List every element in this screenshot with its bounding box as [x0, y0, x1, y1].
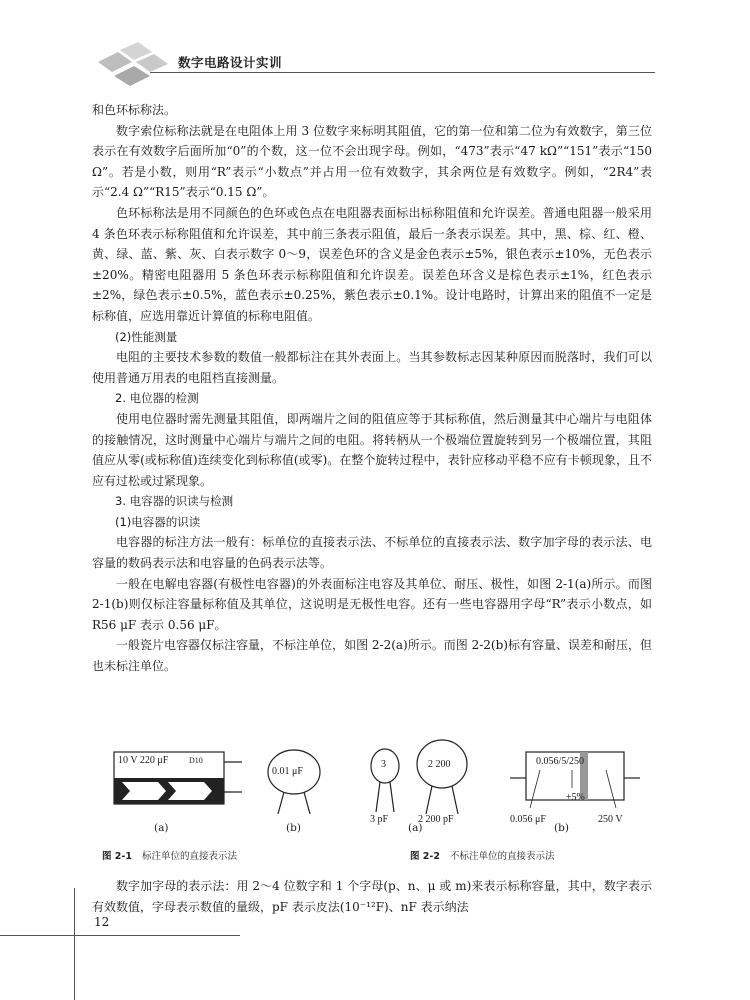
paragraph: 色环标称法是用不同颜色的色环或色点在电阻器表面标出标称阻值和允许误差。普通电阻器一般采用 4 条色环表示标称阻值和允许误差，其中前三条表示阻值，最后一条表示误差。其中，黑、棕、红、橙、黄、绿、蓝、紫、灰、白表示数字 0～9，误差色环的含义是金色表示±5%，银色表示±10%，无色表示±20%。精密电阻器用 5 条色环表示标称阻值和允许误差。误差色环含义是棕色表示±1%，红色表示±2%，绿色表示±0.5%，蓝色表示±0.25%，紫色表示±0.1%。设计电路时，计算出来的阻值不一定是标称值，应选用靠近计算值的标称电阻值。: [92, 205, 652, 323]
paragraph: 数字索位标称法就是在电阻体上用 3 位数字来标明其阻值，它的第一位和第二位为有效数字，第三位表示在有效数字后面所加“0”的个数，这一位不会出现字母。例如，“473”表示“47 kΩ”“151”表示“150 Ω”。若是小数，则用“R”表示“小数点”并占用一位有效数字，其余两位是有效数字。例如，“2R4”表示“2.4 Ω”“R15”表示“0.15 Ω”。: [92, 123, 652, 200]
film-tolerance: ±5%: [566, 792, 585, 803]
fig1-sub-a: (a): [154, 822, 169, 834]
page-header: [0, 0, 750, 100]
fig1-sub-b: (b): [286, 822, 301, 834]
subheading: 2. 电位器的检测: [115, 391, 199, 406]
film-voltage: 250 V: [598, 814, 623, 825]
nonpolar-label: 0.01 μF: [272, 766, 303, 777]
page-number: 12: [94, 915, 110, 929]
subheading: 3. 电容器的识读与检测: [115, 494, 234, 509]
running-header-title: 数字电路设计实训: [178, 55, 283, 70]
figure-caption-2-2: 图 2-2 不标注单位的直接表示法: [410, 851, 555, 862]
film-value: 0.056 μF: [510, 814, 546, 825]
footer-horizontal-rule: [0, 935, 240, 936]
big-cap-mark: 2 200: [428, 759, 451, 770]
paragraph: 使用电位器时需先测量其阻值，即两端片之间的阻值应等于其标称值，然后测量其中心端片与电阻体的接触情况，这时测量中心端片与端片之间的电阻。将转柄从一个极端位置旋转到另一个极端位置，其阻值应从零(或标称值)连续变化到标称值(或零)。在整个旋转过程中，表针应移动平稳不应有卡顿现象，且不应有过松或过紧现象。: [92, 411, 652, 488]
paragraph: 电阻的主要技术参数的数值一般都标注在其外表面上。当其参数标志因某种原因而脱落时，我们可以使用普通万用表的电阻档直接测量。: [92, 350, 652, 385]
squares-logo-icon: [92, 40, 172, 102]
paragraph: 和色环标称法。: [92, 103, 177, 117]
film-mark: 0.056/5/250: [536, 756, 585, 767]
header-rule: [150, 72, 655, 73]
figures-area: [92, 710, 652, 870]
subheading: (2)性能测量: [115, 329, 178, 344]
bottom-text: [92, 876, 652, 917]
fig2-sub-b: (b): [554, 822, 569, 834]
small-cap-value: 3 pF: [370, 814, 389, 825]
small-ceramic-capacitor-icon: [368, 746, 402, 812]
subheading: (1)电容器的识读: [115, 514, 201, 529]
paragraph: 一般在电解电容器(有极性电容器)的外表面标注电容及其单位、耐压、极性，如图 2-1(a)所示。而图 2-1(b)则仅标注容量标称值及其单位，这说明是无极性电容。还有一些电容器用字母“R”表示小数点，如 R56 μF 表示 0.56 μF。: [92, 576, 652, 632]
figure-caption-2-1: 图 2-1 标注单位的直接表示法: [102, 851, 237, 862]
fig2-sub-a: (a): [408, 822, 423, 834]
small-cap-mark: 3: [381, 759, 386, 770]
footer-vertical-rule: [74, 888, 75, 1000]
electrolytic-label: 10 V 220 μF: [118, 755, 169, 766]
main-text: [92, 100, 652, 677]
paragraph: 电容器的标注方法一般有：标单位的直接表示法、不标单位的直接表示法、数字加字母的表示法、电容量的数码表示法和电容量的色码表示法等。: [92, 535, 652, 571]
film-capacitor-icon: [510, 744, 640, 816]
electrolytic-code: D10: [189, 756, 203, 765]
paragraph: 一般瓷片电容器仅标注容量，不标注单位，如图 2-2(a)所示。而图 2-2(b)标有容量、误差和耐压，但也未标注单位。: [92, 638, 652, 674]
ceramic-capacitor-icon: [264, 746, 324, 814]
paragraph: 数字加字母的表示法：用 2～4 位数字和 1 个字母(p、n、μ 或 m)来表示标称容量，其中，数字表示有效数值，字母表示数值的量级，pF 表示皮法(10⁻¹²F)、nF 表示纳法: [92, 879, 652, 914]
big-cap-value: 2 200 pF: [418, 814, 454, 825]
large-ceramic-capacitor-icon: [414, 738, 470, 814]
